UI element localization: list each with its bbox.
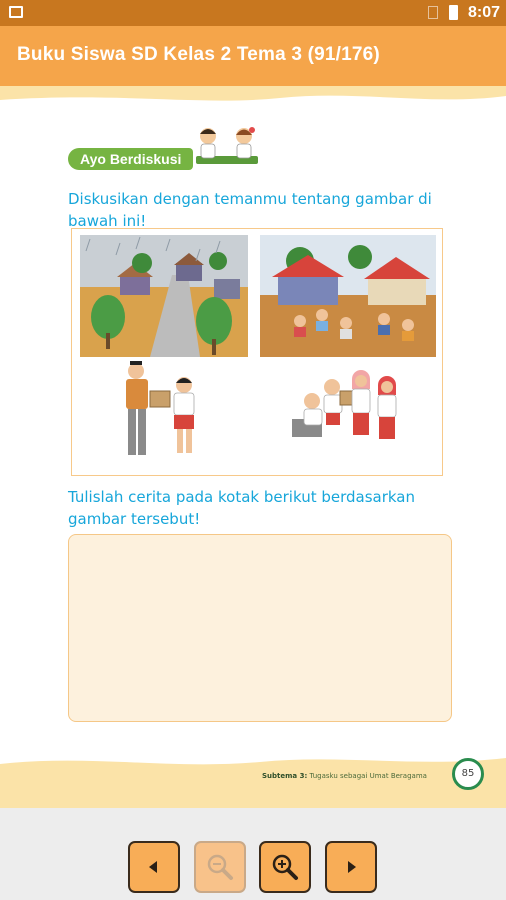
page-number: 85 [452, 758, 484, 790]
status-time: 8:07 [468, 4, 501, 21]
no-sim-icon [428, 6, 438, 19]
zoom-in-button[interactable] [259, 841, 311, 893]
discussing-kids-illustration [188, 126, 266, 170]
app-title: Buku Siswa SD Kelas 2 Tema 3 (91/176) [17, 44, 380, 65]
zoom-in-icon [270, 852, 300, 882]
top-wave-decoration [0, 86, 506, 110]
previous-page-button[interactable] [128, 841, 180, 893]
app-bar [0, 26, 506, 86]
story-writing-box[interactable] [68, 534, 452, 722]
zoom-out-icon [205, 852, 235, 882]
image-notification-icon [9, 6, 23, 18]
bottom-nav-bar [0, 808, 506, 900]
giving-box-picture [100, 361, 240, 469]
discussion-instruction: Diskusikan dengan temanmu tentang gambar di bawah ini! [68, 190, 432, 230]
battery-icon [449, 5, 458, 20]
chevron-left-icon [144, 857, 164, 877]
writing-instruction: Tulislah cerita pada kotak berikut berdasarkan gambar tersebut! [68, 488, 416, 528]
zoom-out-button[interactable] [194, 841, 246, 893]
subtheme-label: Subtema 3: [262, 772, 308, 780]
book-page[interactable] [0, 86, 506, 808]
status-bar [0, 0, 506, 26]
picture-frame [71, 228, 443, 476]
next-page-button[interactable] [325, 841, 377, 893]
subtheme-footer [262, 772, 427, 780]
flood-picture [260, 235, 436, 357]
ayo-berdiskusi-badge: Ayo Berdiskusi [68, 148, 193, 170]
footer-wave-decoration [0, 750, 506, 808]
subtheme-text: Tugasku sebagai Umat Beragama [309, 772, 427, 780]
chevron-right-icon [341, 857, 361, 877]
kids-collecting-picture [282, 361, 422, 469]
rainy-road-picture [80, 235, 248, 357]
discussion-heading [68, 126, 268, 178]
